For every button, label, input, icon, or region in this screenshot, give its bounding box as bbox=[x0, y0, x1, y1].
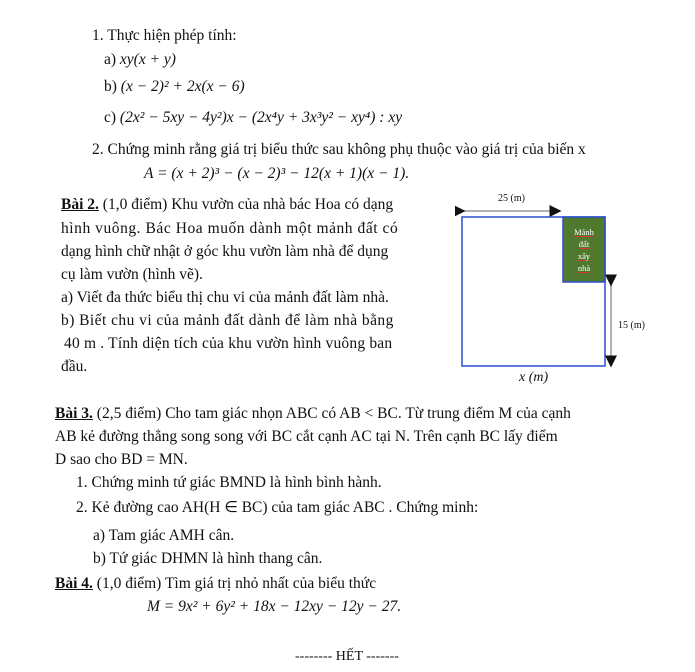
bai2-line-1 bbox=[61, 195, 426, 215]
garden-figure bbox=[455, 190, 665, 390]
bai3-line-1 bbox=[55, 404, 571, 424]
bai2-line-8: đầu. bbox=[61, 358, 88, 375]
item1a-label: a) bbox=[104, 51, 117, 68]
bai2-line-2: hình vuông. Bác Hoa muốn dành một mảnh đất có bbox=[61, 220, 399, 237]
bai4-text: (1,0 điểm) Tìm giá trị nhỏ nhất của biểu thức bbox=[96, 575, 377, 592]
bai4-expr: M = 9x² + 6y² + 18x − 12xy − 12y − 27. bbox=[147, 598, 402, 615]
bai2-line-3: dạng hình chữ nhật ở góc khu vườn làm nhà để dụng bbox=[61, 243, 389, 260]
garden-diagram bbox=[455, 190, 665, 390]
item1c-expr: (2x² − 5xy − 4y²)x − (2x⁴y + 3x³y² − xy⁴) : xy bbox=[119, 109, 403, 126]
right-label: 15 (m) bbox=[618, 320, 645, 331]
bai3-item2: 2. Kẻ đường cao AH(H ∈ BC) của tam giác ABC . Chứng minh: bbox=[76, 499, 479, 516]
item1-title: 1. Thực hiện phép tính: bbox=[92, 27, 237, 44]
item1a bbox=[104, 50, 176, 70]
bai2-line-5: a) Viết đa thức biểu thị chu vi của mảnh đất làm nhà. bbox=[61, 289, 389, 306]
bai3-item1: 1. Chứng minh tứ giác BMND là hình bình hành. bbox=[76, 474, 382, 491]
box-line-3: xây bbox=[577, 251, 591, 261]
bottom-label: x (m) bbox=[519, 370, 549, 385]
bai3-heading: Bài 3. bbox=[55, 405, 93, 422]
item2-title: 2. Chứng minh rằng giá trị biểu thức sau không phụ thuộc vào giá trị của biến x bbox=[92, 141, 586, 158]
bai3-item2a: a) Tam giác AMH cân. bbox=[93, 527, 235, 544]
bai3-line-3: D sao cho BD = MN. bbox=[55, 451, 188, 468]
item1c-label: c) bbox=[104, 109, 117, 126]
box-line-1: Mảnh bbox=[574, 227, 594, 237]
item2-expr: A = (x + 2)³ − (x − 2)³ − 12(x + 1)(x − 1). bbox=[144, 165, 410, 182]
bai4-line-1 bbox=[55, 574, 376, 594]
bai2-heading: Bài 2. bbox=[61, 196, 99, 213]
item1c bbox=[104, 108, 402, 128]
bai4-heading: Bài 4. bbox=[55, 575, 93, 592]
bai2-line-7: 40 m . Tính diện tích của khu vườn hình vuông ban bbox=[64, 335, 393, 352]
bai2-line-4: cụ làm vườn (hình vẽ). bbox=[61, 266, 203, 283]
bai3-text-0: (2,5 điểm) Cho tam giác nhọn ABC có AB < BC. Từ trung điểm M của cạnh bbox=[96, 405, 571, 422]
bai2-text-0: (1,0 điểm) Khu vườn của nhà bác Hoa có dạng bbox=[102, 196, 394, 213]
top-label: 25 (m) bbox=[498, 193, 525, 204]
item1b-label: b) bbox=[104, 78, 117, 95]
end-marker: -------- HẾT ------- bbox=[295, 649, 399, 664]
bai2-line-6: b) Biết chu vi của mảnh đất dành để làm nhà bằng bbox=[61, 312, 394, 329]
box-line-4: nhà bbox=[577, 263, 591, 273]
box-line-2: đất bbox=[578, 239, 590, 249]
item1b-expr: (x − 2)² + 2x(x − 6) bbox=[120, 78, 245, 95]
bai3-line-2: AB kẻ đường thẳng song song với BC cắt cạnh AC tại N. Trên cạnh BC lấy điểm bbox=[55, 428, 558, 445]
item1b bbox=[104, 77, 245, 97]
bai3-item2b: b) Tứ giác DHMN là hình thang cân. bbox=[93, 550, 323, 567]
item1a-expr: xy(x + y) bbox=[119, 51, 176, 68]
